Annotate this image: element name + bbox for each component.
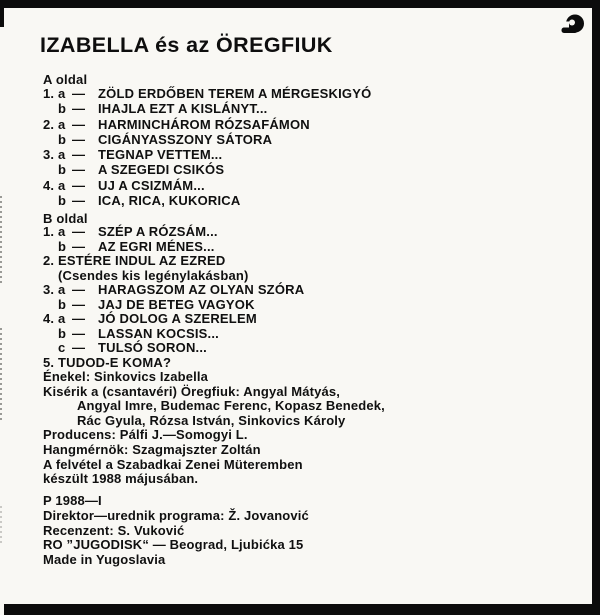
dash-separator: — (72, 101, 86, 117)
credit-line: Angyal Imre, Budemac Ferenc, Kopasz Benedek, (77, 398, 385, 414)
track-letter: b (58, 238, 67, 254)
track-letter: a (58, 147, 66, 163)
publisher-line: Recenzent: S. Vuković (43, 522, 185, 538)
track-letter: b (58, 162, 67, 178)
track-number (43, 132, 58, 147)
side-b-header: B oldal (43, 211, 88, 226)
track-title: JAJ DE BETEG VAGYOK (98, 296, 255, 312)
track-row (43, 162, 371, 177)
credit-line: Énekel: Sinkovics Izabella (43, 369, 209, 384)
track-number (43, 162, 58, 177)
credit-line: Rác Gyula, Rózsa István, Sinkovics Károly (77, 412, 346, 428)
dash-separator: — (72, 131, 86, 147)
dash-separator: — (72, 116, 86, 132)
track-number: 4. (43, 177, 55, 193)
track-number (43, 327, 58, 342)
track-row (43, 269, 304, 284)
track-title: HARMINCHÁROM RÓZSAFÁMON (98, 116, 310, 132)
track-row (43, 132, 371, 147)
track-letter: a (58, 116, 66, 132)
track-title: UJ A CSIZMÁM... (98, 177, 205, 193)
track-title: IHAJLA EZT A KISLÁNYT... (98, 101, 268, 117)
track-title: SZÉP A RÓZSÁM... (98, 224, 218, 239)
credit-line: Kisérik a (csantavéri) Öregfiuk: Angyal Mátyás, (43, 383, 341, 399)
track-number: 3. (43, 282, 55, 297)
publisher-line: Made in Yugoslavia (43, 552, 166, 568)
track-title: HARAGSZOM AZ OLYAN SZÓRA (98, 282, 305, 297)
track-row (43, 101, 371, 116)
dash-separator: — (72, 238, 86, 254)
track-title: TULSÓ SORON... (98, 340, 207, 355)
scan-edge-mark (0, 196, 2, 284)
track-letter: a (58, 282, 66, 297)
track-letter: b (58, 101, 67, 117)
side-a-header: A oldal (43, 72, 88, 87)
track-title: TEGNAP VETTEM... (98, 147, 223, 163)
track-title: A SZEGEDI CSIKÓS (98, 162, 225, 178)
page-title: IZABELLA és az ÖREGFIUK (40, 33, 333, 57)
credit-line: Hangmérnök: Szagmajszter Zoltán (43, 441, 261, 457)
track-number (43, 193, 58, 208)
track-row (43, 147, 371, 162)
credit-line: A felvétel a Szabadkai Zenei Müteremben (43, 456, 303, 472)
scan-border-bottom (4, 604, 600, 615)
track-number (43, 298, 58, 313)
track-row (43, 225, 304, 240)
track-number: 1. (43, 224, 55, 239)
track-number (43, 269, 58, 284)
track-letter: b (58, 325, 67, 341)
track-title: ESTÉRE INDUL AZ EZRED (58, 253, 226, 268)
dash-separator: — (72, 282, 86, 297)
track-row (43, 193, 371, 208)
track-number: 5. (43, 354, 55, 370)
dash-separator: — (72, 86, 86, 101)
side-b-tracklist (43, 225, 304, 370)
dash-separator: — (72, 340, 86, 355)
scan-edge-mark (0, 506, 2, 546)
track-letter: a (58, 311, 66, 326)
scan-border-top (0, 0, 600, 8)
track-title: (Csendes kis legénylakásban) (58, 267, 249, 283)
track-letter: b (58, 296, 67, 312)
scan-edge-mark (0, 8, 4, 27)
track-row (43, 254, 304, 269)
track-row (43, 178, 371, 193)
credit-line: készült 1988 májusában. (43, 471, 199, 487)
track-number (43, 341, 58, 356)
track-number: 1. (43, 86, 55, 101)
publisher-block (43, 494, 309, 568)
dash-separator: — (72, 224, 86, 239)
track-row (43, 86, 371, 101)
dash-separator: — (72, 162, 86, 178)
dash-separator: — (72, 296, 86, 312)
track-letter: a (58, 224, 66, 239)
track-letter: a (58, 177, 66, 193)
track-row (43, 341, 304, 356)
dash-separator: — (72, 311, 86, 326)
track-number (43, 240, 58, 255)
track-title: LASSAN KOCSIS... (98, 325, 219, 341)
track-title: CIGÁNYASSZONY SÁTORA (98, 131, 273, 147)
jugodisk-logo-icon (561, 14, 585, 37)
track-row (43, 312, 304, 327)
track-row (43, 356, 304, 371)
track-title: AZ EGRI MÉNES... (98, 238, 215, 254)
track-number: 2. (43, 253, 55, 268)
credits-block (43, 370, 385, 487)
scan-edge-mark (0, 328, 2, 422)
dash-separator: — (72, 193, 86, 209)
scan-border-right (592, 0, 600, 615)
dash-separator: — (72, 325, 86, 341)
track-number (43, 101, 58, 116)
track-row (43, 240, 304, 255)
publisher-line: Direktor—urednik programa: Ž. Jovanović (43, 507, 309, 523)
track-letter: a (58, 86, 66, 101)
track-title: ZÖLD ERDŐBEN TEREM A MÉRGESKIGYÓ (98, 86, 372, 101)
track-row (43, 327, 304, 342)
track-number: 3. (43, 147, 55, 163)
track-letter: c (58, 340, 66, 355)
publisher-line: RO ”JUGODISK“ — Beograd, Ljubićka 15 (43, 537, 304, 553)
side-a-tracklist (43, 86, 371, 208)
track-title: ICA, RICA, KUKORICA (98, 193, 241, 209)
dash-separator: — (72, 177, 86, 193)
track-row (43, 117, 371, 132)
publisher-line: P 1988—I (43, 493, 102, 508)
track-letter: b (58, 131, 67, 147)
track-number: 2. (43, 116, 55, 132)
track-row (43, 283, 304, 298)
track-title: JÓ DOLOG A SZERELEM (98, 311, 257, 326)
dash-separator: — (72, 147, 86, 163)
track-number: 4. (43, 311, 55, 326)
track-letter: b (58, 193, 67, 209)
track-row (43, 298, 304, 313)
track-title: TUDOD-E KOMA? (58, 354, 172, 370)
credit-line: Producens: Pálfi J.—Somogyi L. (43, 427, 248, 443)
